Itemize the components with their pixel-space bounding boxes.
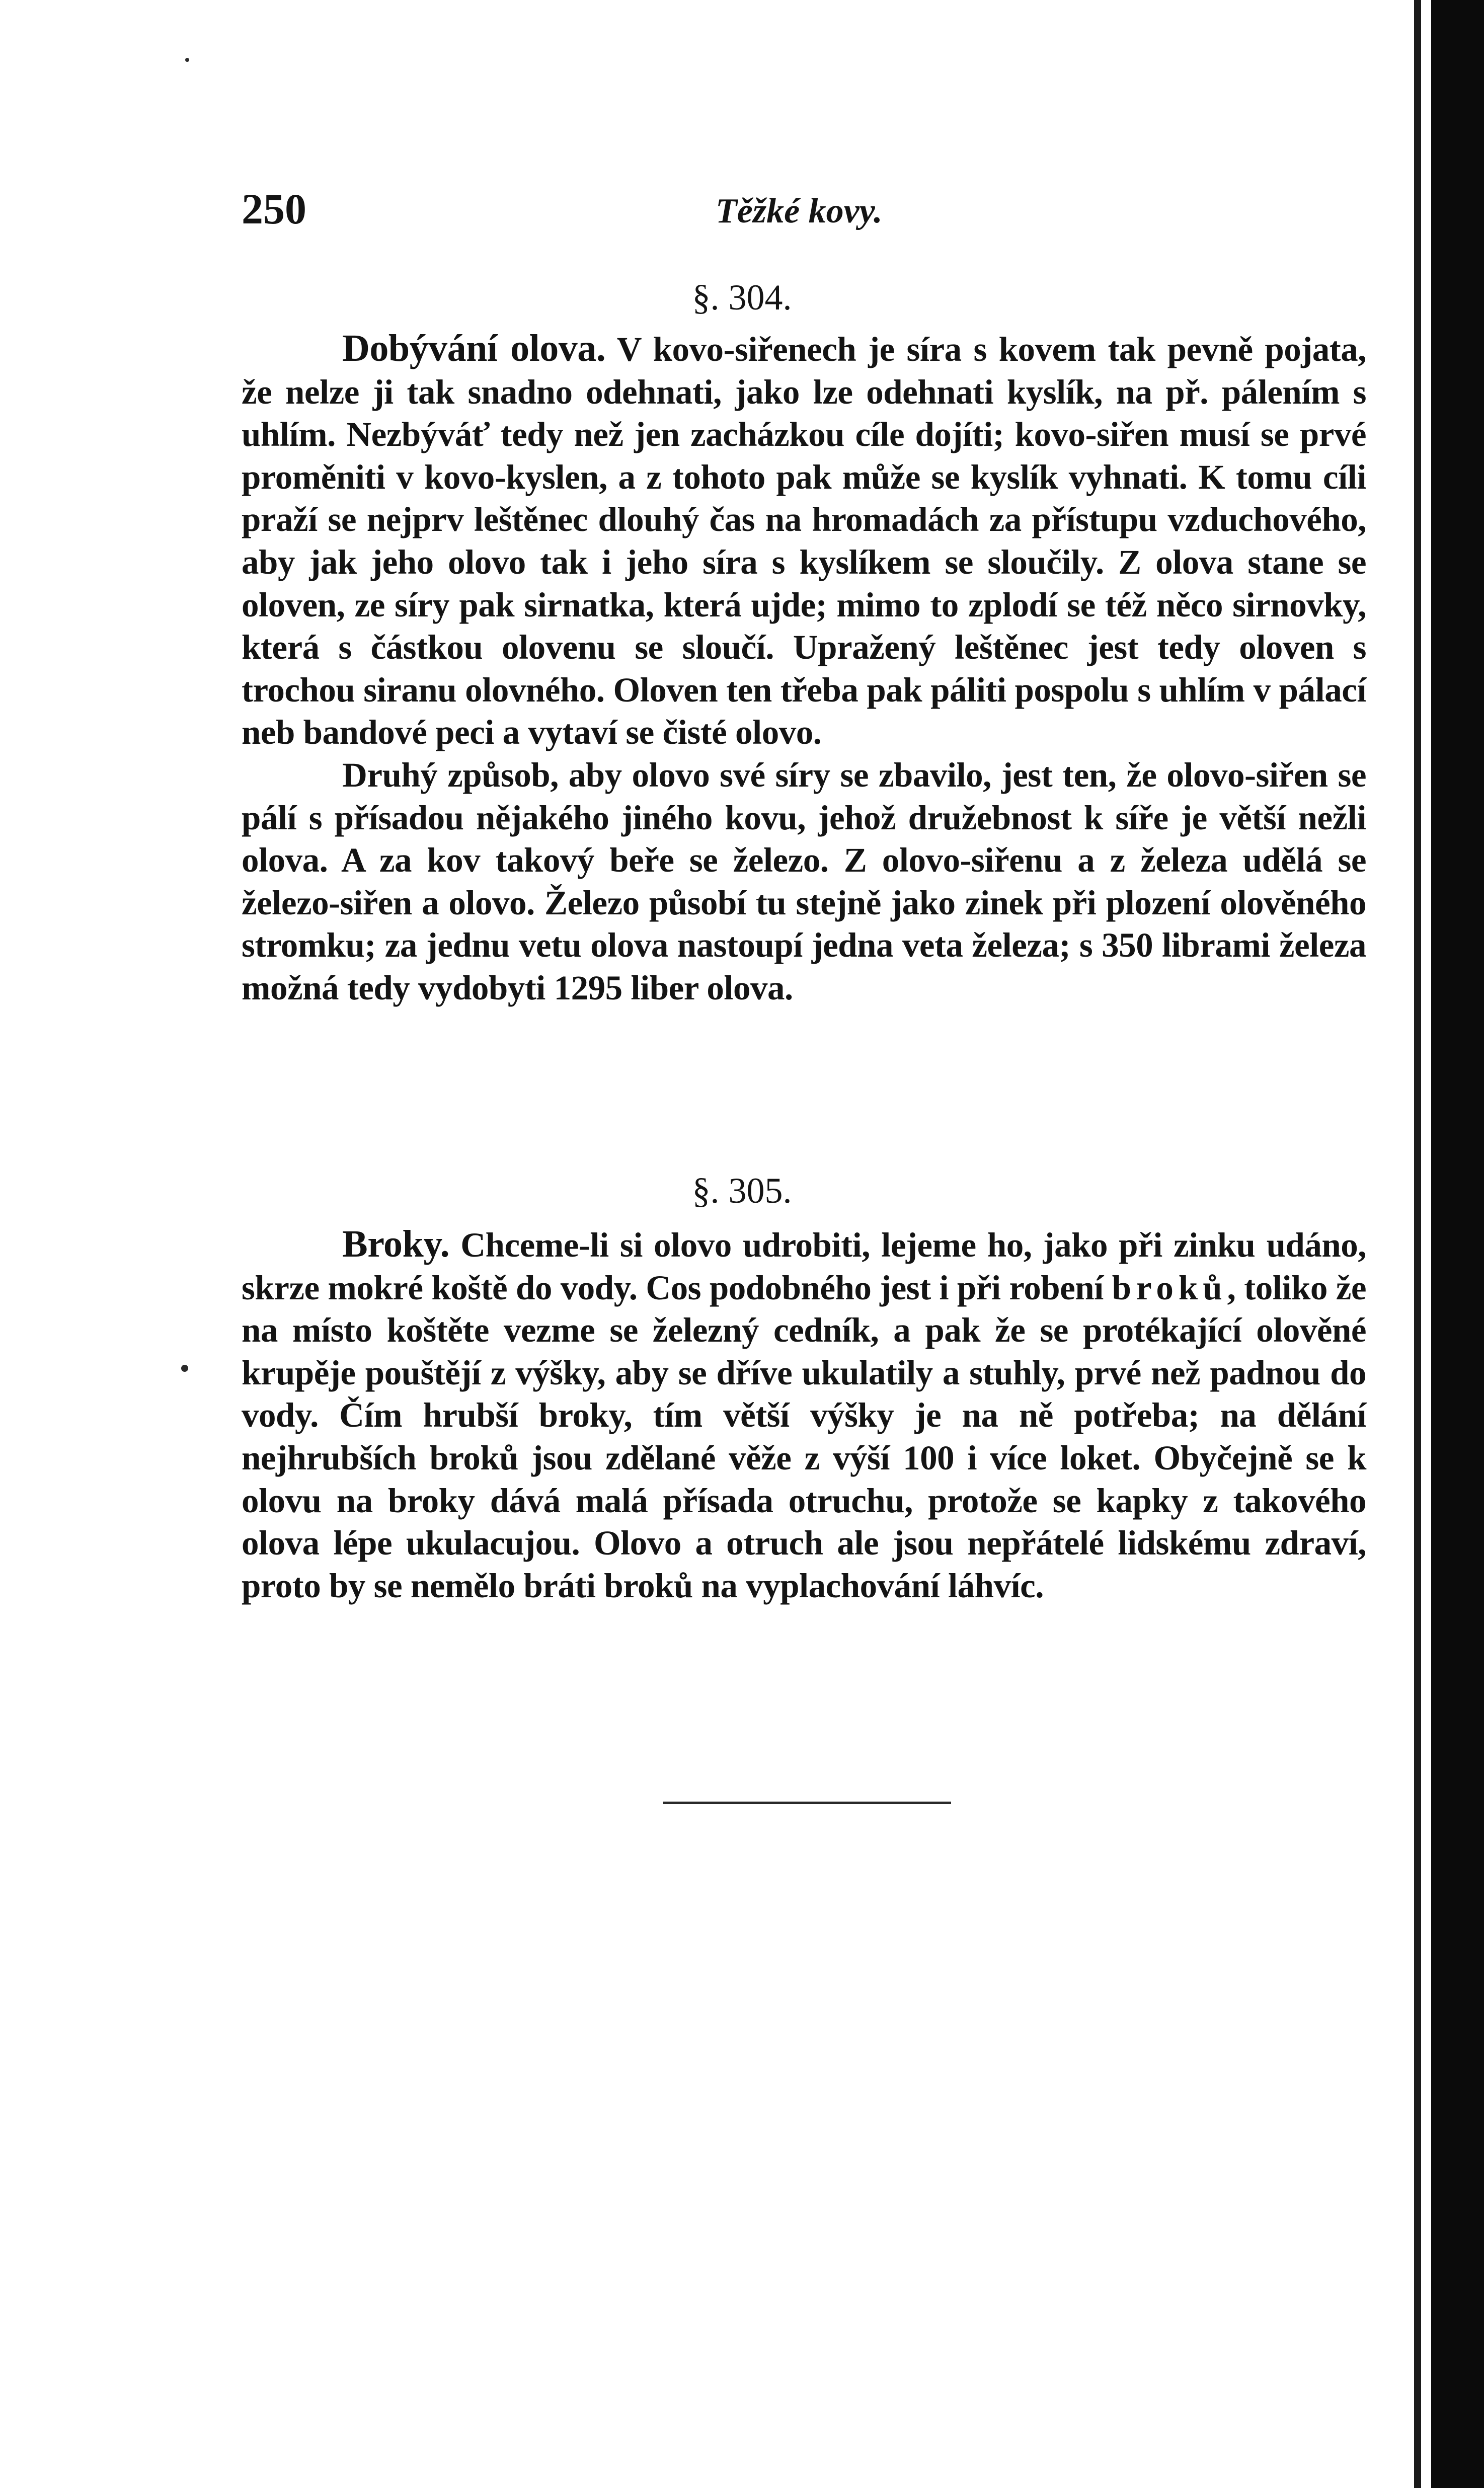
section-304-paragraph-1 bbox=[242, 327, 1366, 754]
section-304-heading: §. 304. bbox=[692, 277, 792, 318]
margin-speck bbox=[181, 1365, 188, 1372]
section-304-paragraph-2: Druhý způsob, aby olovo své síry se zbavilo, jest ten, že olovo-siřen se pálí s přísadou nějakého jiného kovu, jehož družebnost k síře je větší nežli olova. A za kov takový beře se železo. Z olovo-siřenu a z železa udělá se železo-siřen a olovo. Železo působí tu stejně jako zinek při plození olověného stromku; za jednu vetu olova nastoupí jedna veta železa; s 350 librami železa možná tedy vydobyti 1295 liber olova. bbox=[242, 755, 1366, 1007]
section-305-text-b: , toliko že na místo koštěte vezme se železný cedník, a pak že se protékající olověné krupěje pouštějí z výšky, aby se dříve ukulatily a stuhly, prvé než padnou do vody. Čím hrubší broky, tím větší výšky je na ně potřeba; na dělání nejhrubších broků jsou zdělané věže z výší 100 i více loket. Obyčejně se k olovu na broky dává malá přísada otruchu, protože se kapky z takového olova lépe ukulacujou. Olovo a otruch ale jsou nepřátelé lidskému zdraví, proto by se nemělo bráti broků na vyplachování láhvíc. bbox=[242, 1268, 1366, 1605]
running-title: Těžké kovy. bbox=[716, 192, 883, 230]
page-number: 250 bbox=[242, 185, 306, 233]
section-305-text-a: Chceme-li si olovo udrobiti, lejeme ho, jako při zinku udáno, skrze mokré koště do vody. Cos podobného jest i při robení bbox=[242, 1226, 1366, 1307]
section-304-lead: Dobývání olova. bbox=[342, 327, 606, 369]
section-305-paragraph bbox=[242, 1223, 1366, 1607]
page-edge-gap bbox=[1421, 0, 1431, 2488]
page-edge-border bbox=[1431, 0, 1484, 2488]
page-edge-inner-line bbox=[1414, 0, 1421, 2488]
section-304-body bbox=[242, 327, 1366, 1009]
section-304-paragraph-1-text: V kovo-siřenech je síra s kovem tak pevně pojata, že nelze ji tak snadno odehnati, jako lze odehnati kyslík, na př. pálením s uhlím. Nezbýváť tedy než jen zacházkou cíle dojíti; kovo-siřen musí se prvé proměniti v kovo-kyslen, a z tohoto pak může se kyslík vyhnati. K tomu cíli praží se nejprv leštěnec dlouhý čas na hromadách za přístupu vzduchového, aby jak jeho olovo tak i jeho síra s kyslíkem se sloučily. Z olova stane se oloven, ze síry pak sirnatka, která ujde; mimo to zplodí se též něco sirnovky, která s částkou olovenu se sloučí. Upražený leštěnec jest tedy oloven s trochou siranu olovného. Oloven ten třeba pak páliti pospolu s uhlím v pálací neb bandové peci a vytaví se čisté olovo. bbox=[242, 330, 1366, 752]
section-305-lead: Broky. bbox=[342, 1223, 450, 1265]
section-305-body bbox=[242, 1223, 1366, 1607]
end-rule bbox=[663, 1802, 951, 1804]
section-305-spaced-word: broků bbox=[1112, 1268, 1227, 1307]
margin-speck-top bbox=[185, 58, 189, 62]
section-305-heading: §. 305. bbox=[692, 1171, 792, 1211]
